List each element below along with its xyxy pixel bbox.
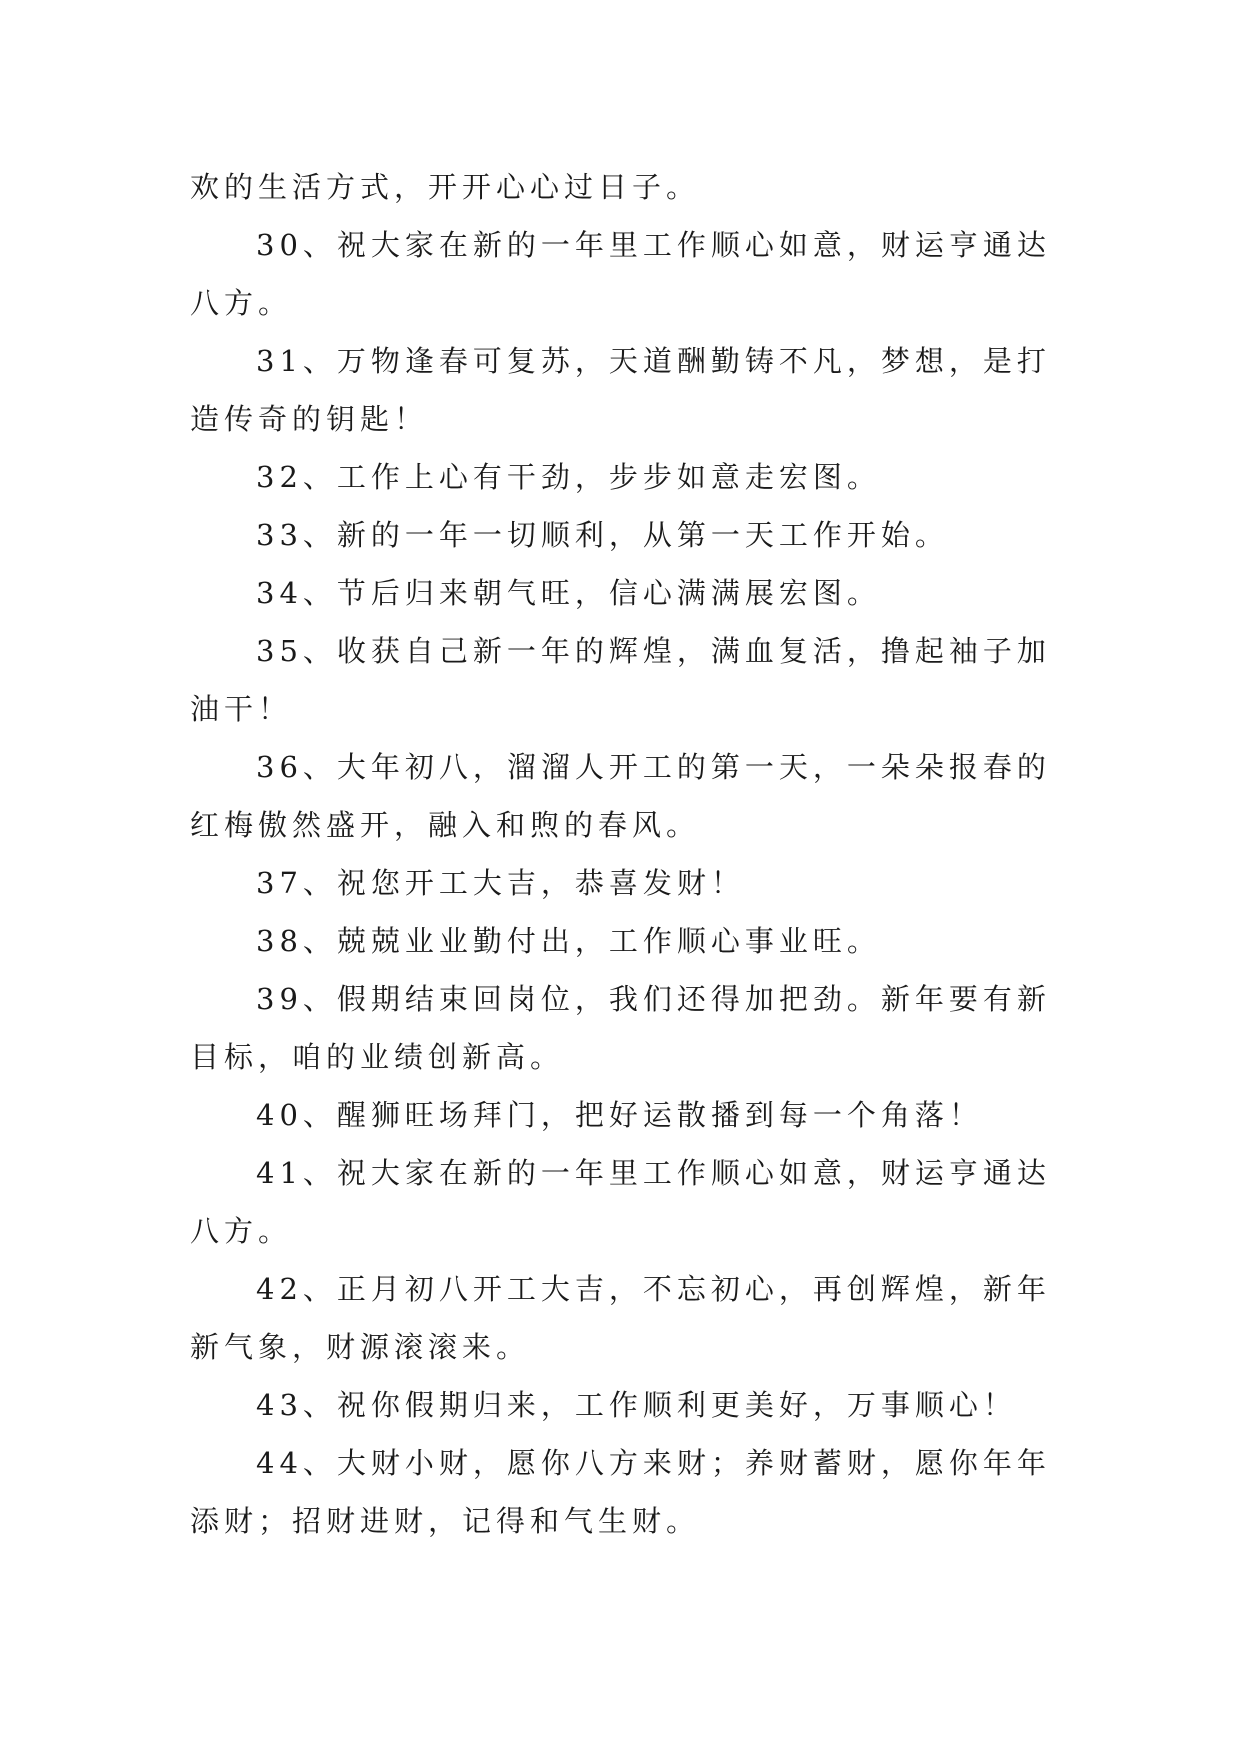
paragraph: 37、祝您开工大吉，恭喜发财！ <box>256 866 745 900</box>
paragraph: 43、祝你假期归来，工作顺利更美好，万事顺心！ <box>256 1388 1017 1422</box>
paragraph: 34、节后归来朝气旺，信心满满展宏图。 <box>256 576 881 610</box>
paragraph: 42、正月初八开工大吉，不忘初心，再创辉煌，新年新气象，财源滚滚来。 <box>190 1272 1051 1364</box>
paragraph: 35、收获自己新一年的辉煌，满血复活，撸起袖子加油干！ <box>190 634 1051 726</box>
document-body <box>190 158 1060 1550</box>
paragraph: 40、醒狮旺场拜门，把好运散播到每一个角落！ <box>256 1098 983 1132</box>
paragraph: 44、大财小财，愿你八方来财；养财蓄财，愿你年年添财；招财进财，记得和气生财。 <box>190 1446 1051 1538</box>
paragraph: 31、万物逢春可复苏，天道酬勤铸不凡，梦想，是打造传奇的钥匙！ <box>190 344 1051 436</box>
paragraph: 33、新的一年一切顺利，从第一天工作开始。 <box>256 518 949 552</box>
paragraph: 36、大年初八，溜溜人开工的第一天，一朵朵报春的红梅傲然盛开，融入和煦的春风。 <box>190 750 1051 842</box>
paragraph: 32、工作上心有干劲，步步如意走宏图。 <box>256 460 881 494</box>
paragraph: 38、兢兢业业勤付出，工作顺心事业旺。 <box>256 924 881 958</box>
paragraph: 39、假期结束回岗位，我们还得加把劲。新年要有新目标，咱的业绩创新高。 <box>190 982 1051 1074</box>
paragraph: 41、祝大家在新的一年里工作顺心如意，财运亨通达八方。 <box>190 1156 1051 1248</box>
paragraph: 30、祝大家在新的一年里工作顺心如意，财运亨通达八方。 <box>190 228 1051 320</box>
paragraph: 欢的生活方式，开开心心过日子。 <box>190 170 701 204</box>
